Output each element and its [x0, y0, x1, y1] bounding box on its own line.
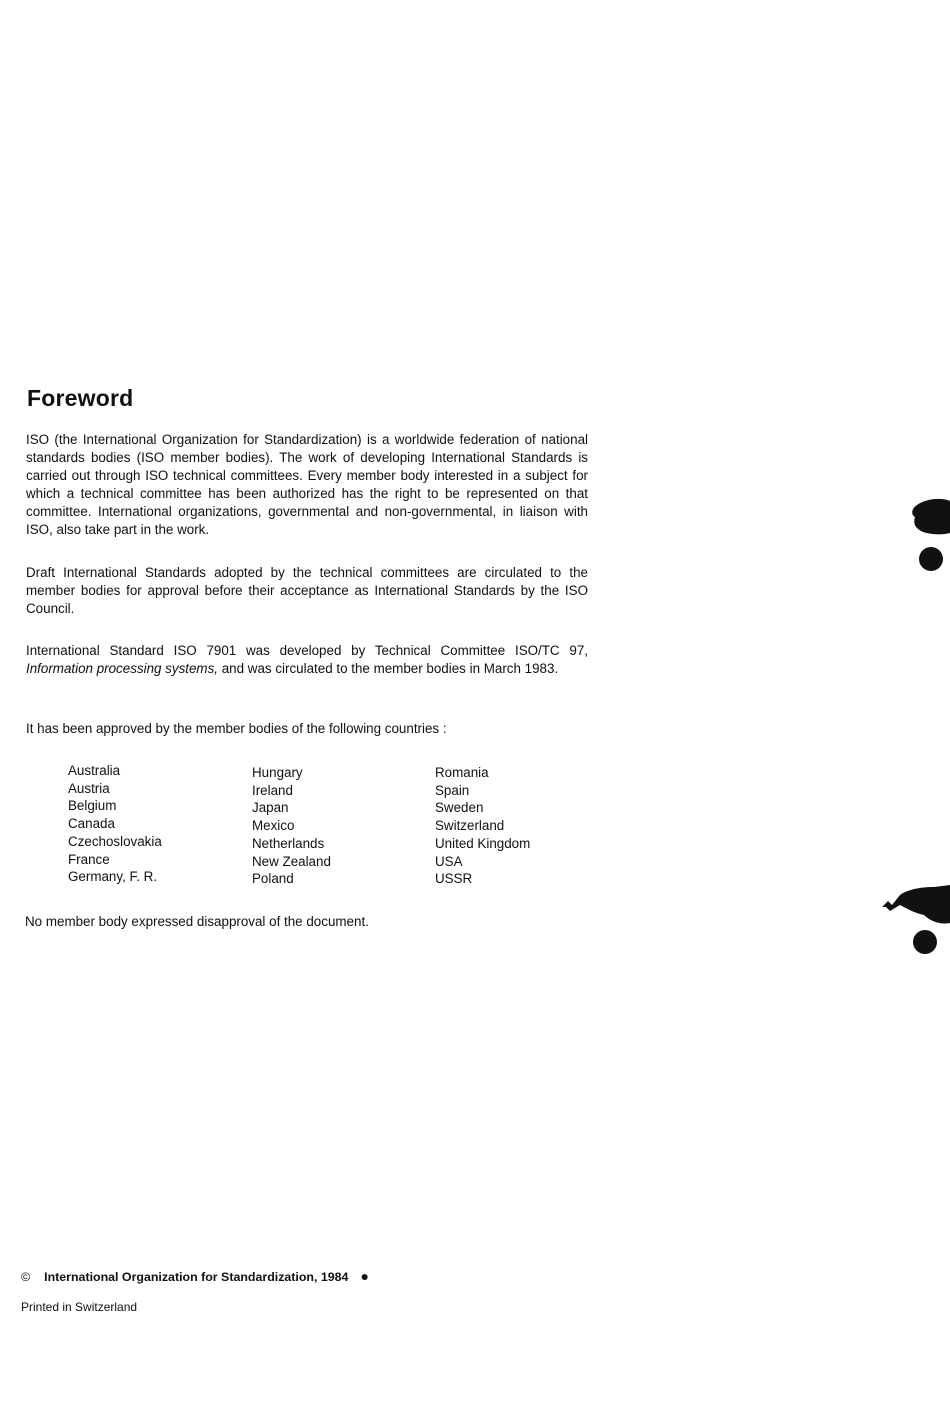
- country-list-column-1: [68, 762, 162, 886]
- paragraph-standard-development: [26, 642, 588, 678]
- country-item: USSR: [435, 871, 473, 887]
- paragraph-approval: It has been approved by the member bodies of the following countries :: [26, 721, 447, 736]
- country-item: Poland: [252, 871, 294, 887]
- bullet-icon: ●: [360, 1268, 369, 1284]
- ink-blot-icon: [905, 495, 950, 580]
- copyright-text: International Organization for Standardization, 1984: [44, 1270, 349, 1284]
- country-item: Mexico: [252, 818, 295, 834]
- country-item: United Kingdom: [435, 835, 531, 851]
- country-item: New Zealand: [252, 853, 331, 869]
- country-item: France: [68, 851, 110, 867]
- country-item: Canada: [68, 816, 115, 832]
- ink-blot-icon: [878, 885, 950, 960]
- country-list-column-2: [252, 764, 331, 888]
- country-item: Germany, F. R.: [68, 869, 158, 885]
- country-item: Japan: [252, 800, 289, 816]
- country-item: Austria: [68, 780, 110, 796]
- country-item: Sweden: [435, 800, 484, 816]
- paragraph-iso-description: ISO (the International Organization for Standardization) is a worldwide federation of national standards bodies (ISO member bodies). The work of developing International Standards is carried out through ISO technical committees. Every member body interested in a subject for which a technical committee has been authorized has the right to be represented on that committee. International organizations, governmental and non-governmental, in liaison with ISO, also take part in the work.: [26, 432, 588, 537]
- country-item: USA: [435, 853, 463, 869]
- country-list-column-3: [435, 764, 530, 888]
- country-item: Ireland: [252, 782, 293, 798]
- country-item: Romania: [435, 765, 489, 780]
- country-item: Switzerland: [435, 818, 505, 834]
- country-item: Spain: [435, 782, 470, 798]
- paragraph-standard-development-start: International Standard ISO 7901 was developed by Technical Committee ISO/TC 97,: [26, 643, 588, 658]
- committee-title: Information processing systems,: [26, 661, 219, 676]
- country-item: Netherlands: [252, 835, 325, 851]
- country-item: Belgium: [68, 798, 117, 814]
- country-item: Australia: [68, 763, 121, 778]
- copyright-line: [21, 1268, 369, 1284]
- page-title: Foreword: [27, 385, 134, 411]
- copyright-icon: ©: [21, 1270, 31, 1284]
- country-item: Hungary: [252, 765, 303, 780]
- printed-location: Printed in Switzerland: [21, 1300, 138, 1314]
- country-item: Czechoslovakia: [68, 833, 162, 849]
- paragraph-standard-development-end: and was circulated to the member bodies in March 1983.: [218, 661, 559, 676]
- paragraph-draft-standards: Draft International Standards adopted by the technical committees are circulated to the member bodies for approval before their acceptance as International Standards by the ISO Council.: [26, 565, 588, 616]
- paragraph-no-disapproval: No member body expressed disapproval of the document.: [25, 914, 369, 929]
